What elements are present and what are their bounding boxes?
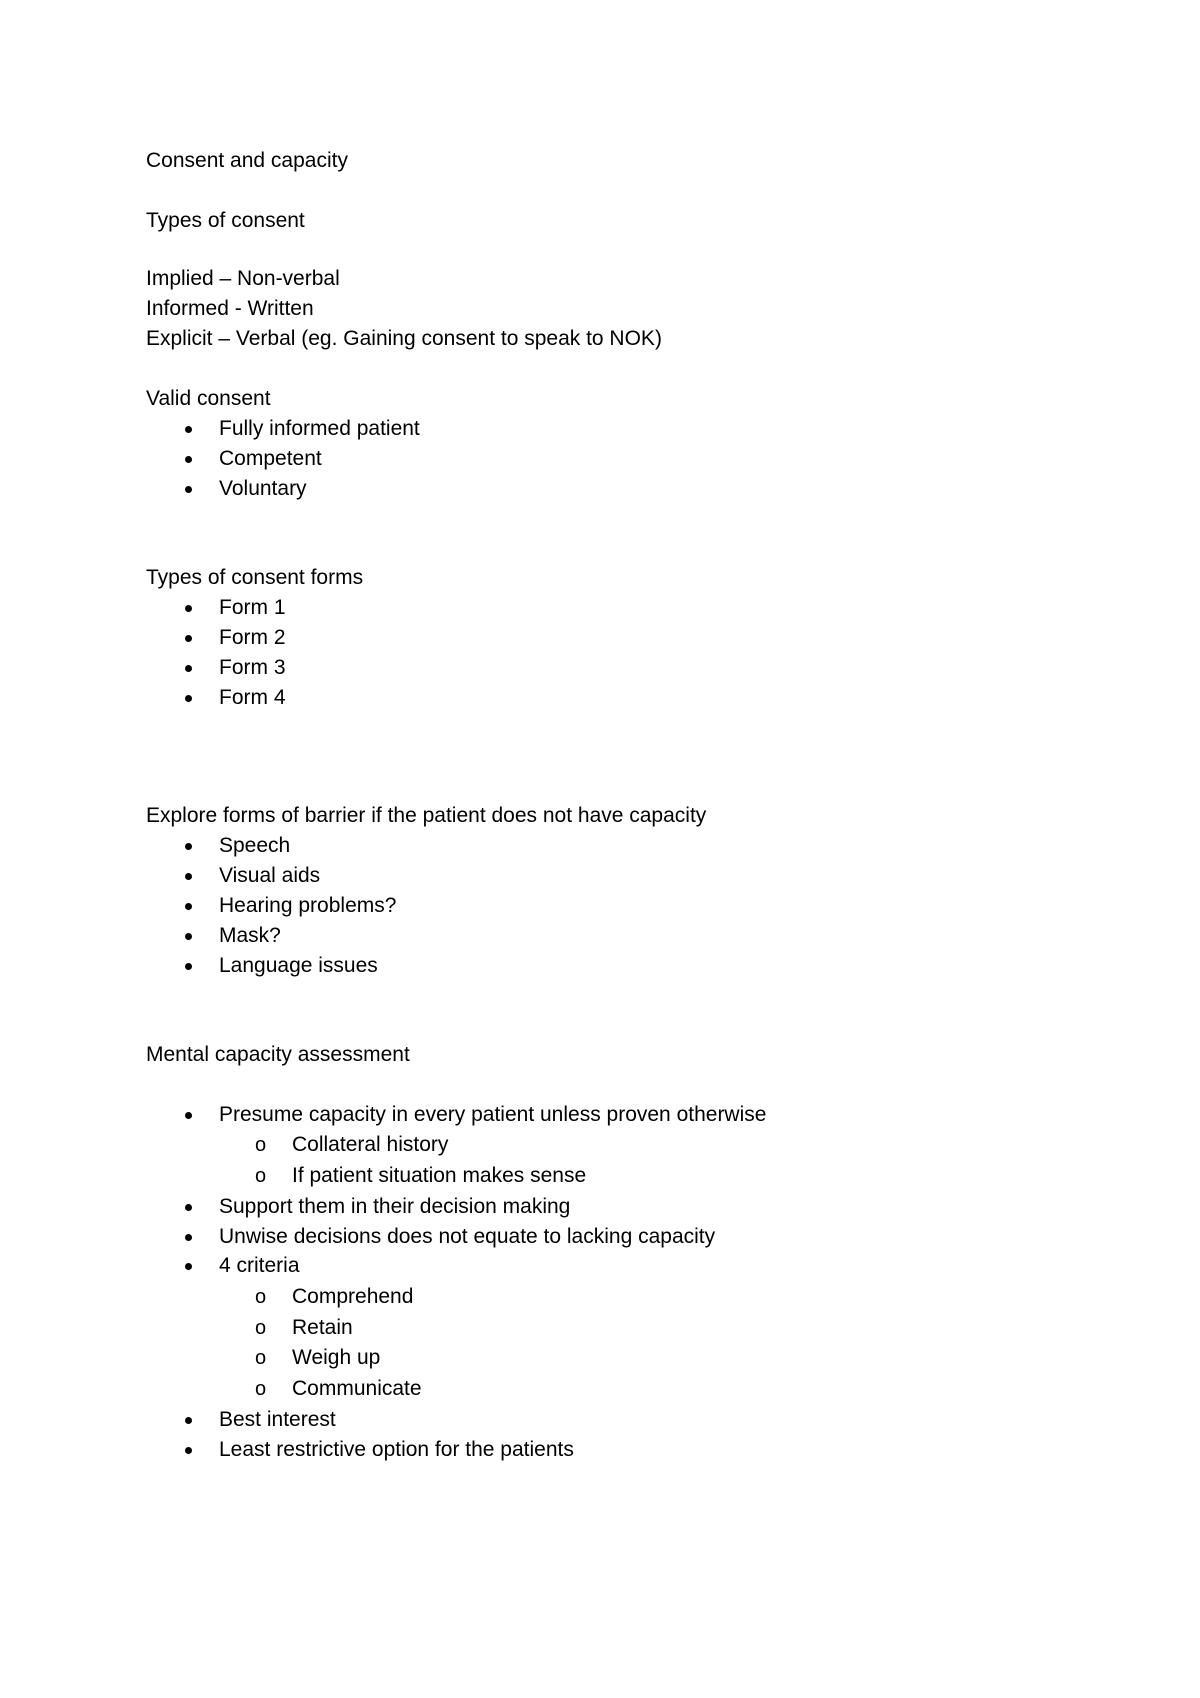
sub-list-item-text: Retain [292, 1316, 353, 1339]
document-title: Consent and capacity [146, 149, 348, 172]
consent-type-line: Explicit – Verbal (eg. Gaining consent to speak to NOK) [146, 327, 662, 350]
sub-list-item-text: If patient situation makes sense [292, 1164, 587, 1187]
mental-capacity-heading: Mental capacity assessment [146, 1043, 410, 1066]
types-of-consent-heading: Types of consent [146, 209, 305, 232]
list-item-text: Best interest [219, 1408, 336, 1431]
list-item-text: Hearing problems? [219, 894, 397, 917]
list-item-text: Form 2 [219, 626, 286, 649]
sub-list-item-text: Communicate [292, 1377, 422, 1400]
consent-type-line: Implied – Non-verbal [146, 267, 340, 290]
sub-bullet-marker: o [255, 1317, 267, 1339]
sub-list-item-text: Weigh up [292, 1346, 381, 1369]
sub-bullet-marker: o [255, 1347, 267, 1369]
list-item-text: Speech [219, 834, 291, 857]
list-item-text: Form 4 [219, 686, 286, 709]
list-item-text: Visual aids [219, 864, 321, 887]
list-item-text: 4 criteria [219, 1254, 300, 1277]
sub-list-item-text: Collateral history [292, 1133, 449, 1156]
valid-consent-heading: Valid consent [146, 387, 271, 410]
sub-bullet-marker: o [255, 1378, 267, 1400]
list-item-text: Unwise decisions does not equate to lacking capacity [219, 1225, 716, 1248]
list-item-text: Mask? [219, 924, 281, 947]
list-item-text: Form 3 [219, 656, 286, 679]
sub-bullet-marker: o [255, 1134, 267, 1156]
sub-bullet-marker: o [255, 1165, 267, 1187]
list-item-text: Form 1 [219, 596, 286, 619]
sub-bullet-marker: o [255, 1286, 267, 1308]
list-item-text: Voluntary [219, 477, 307, 500]
consent-type-line: Informed - Written [146, 297, 314, 320]
list-item-text: Presume capacity in every patient unless proven otherwise [219, 1103, 767, 1126]
sub-list-item-text: Comprehend [292, 1285, 414, 1308]
list-item-text: Least restrictive option for the patients [219, 1438, 574, 1461]
consent-forms-heading: Types of consent forms [146, 566, 364, 589]
barriers-heading: Explore forms of barrier if the patient does not have capacity [146, 804, 707, 827]
list-item-text: Support them in their decision making [219, 1195, 571, 1218]
list-item-text: Competent [219, 447, 322, 470]
list-item-text: Language issues [219, 954, 378, 977]
list-item-text: Fully informed patient [219, 417, 420, 440]
